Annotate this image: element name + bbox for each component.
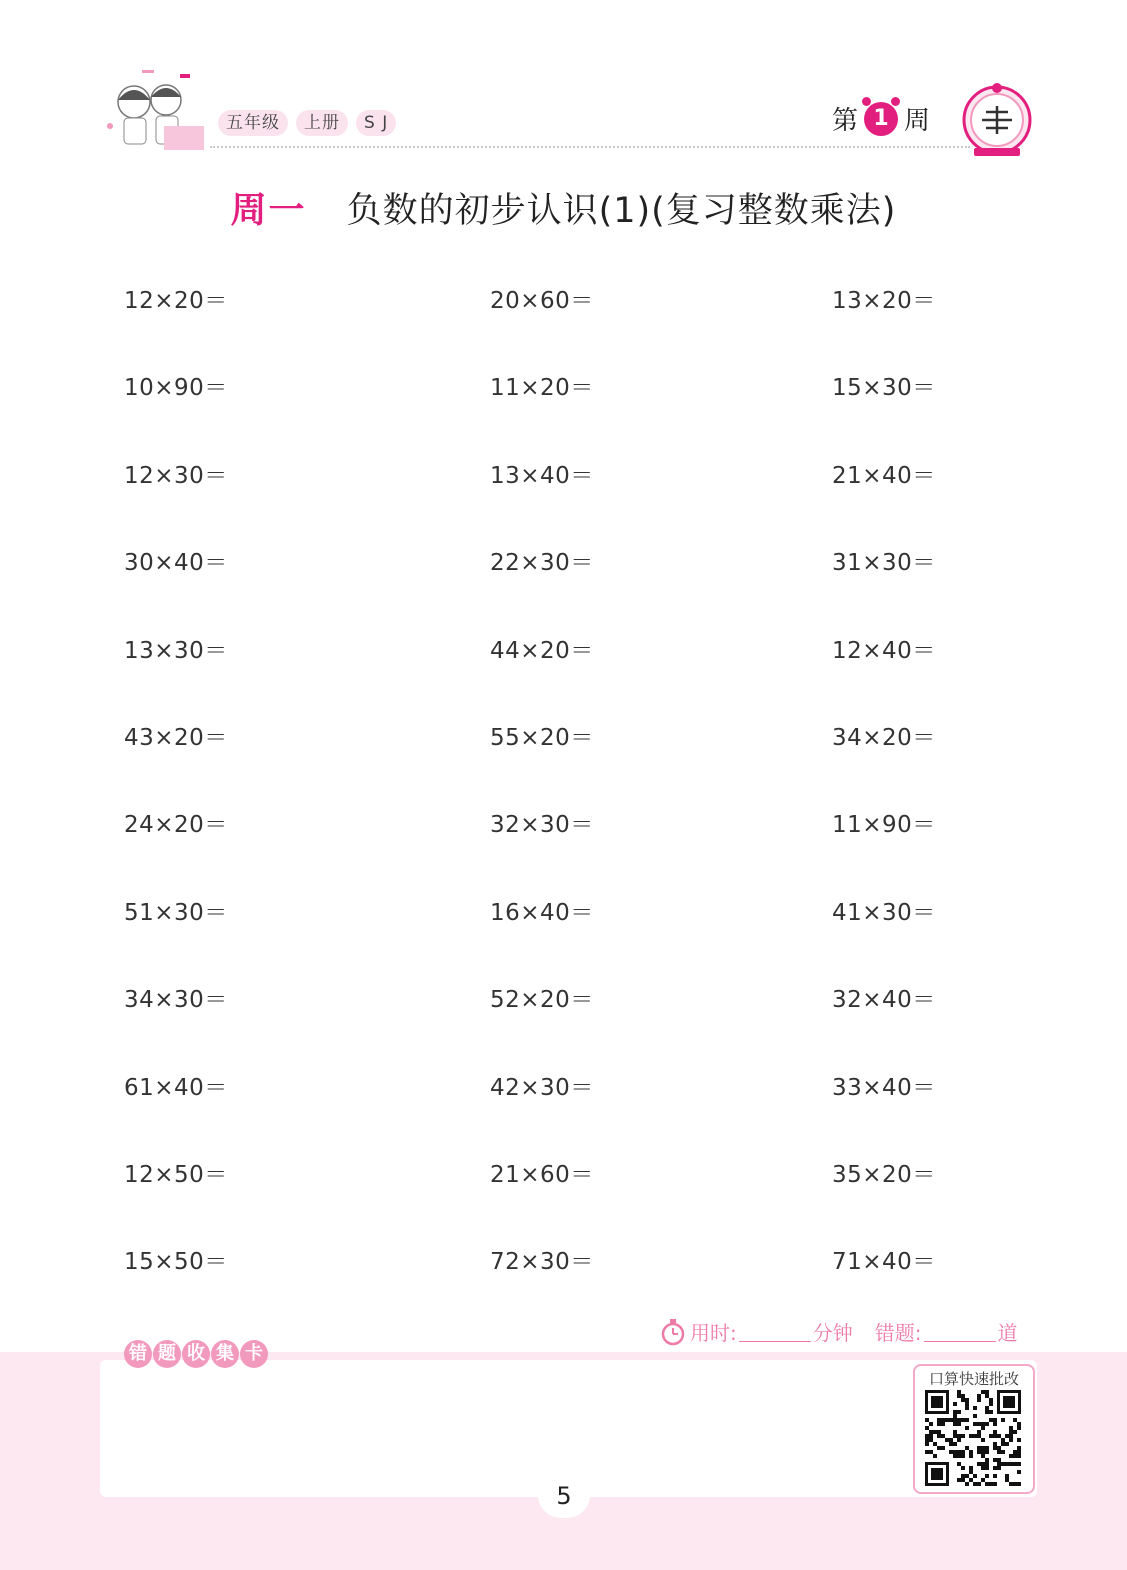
- time-label: 用时:: [690, 1321, 737, 1345]
- card-title: [124, 1340, 268, 1368]
- card-title-char: 集: [211, 1340, 239, 1368]
- errors-blank[interactable]: [924, 1341, 996, 1342]
- problem-item: 43×20＝: [124, 725, 228, 751]
- grade-tags: [218, 110, 396, 136]
- week-number: 1: [873, 106, 889, 131]
- page-title: [0, 182, 1127, 233]
- problem-item: 33×40＝: [832, 1074, 936, 1101]
- problem-item: 41×30＝: [832, 899, 936, 926]
- brand-seal: [960, 80, 1034, 160]
- problem-item: 21×60＝: [490, 1162, 594, 1188]
- card-title-char: 卡: [240, 1340, 268, 1368]
- alarm-clock-icon: [864, 102, 898, 136]
- problem-item: 13×40＝: [490, 462, 594, 489]
- timer-icon: [660, 1318, 686, 1346]
- problem-item: 15×50＝: [124, 1249, 228, 1276]
- week-label: [832, 100, 930, 137]
- problem-item: 22×30＝: [490, 550, 594, 577]
- problem-item: 52×20＝: [490, 987, 594, 1014]
- problem-item: 11×90＝: [832, 812, 936, 839]
- errors-unit: 道: [997, 1321, 1018, 1345]
- problem-item: 20×60＝: [490, 288, 594, 314]
- problem-item: 10×90＝: [124, 375, 228, 402]
- volume-tag: 上册: [296, 110, 348, 136]
- qr-code[interactable]: [925, 1390, 1021, 1486]
- problem-item: 35×20＝: [832, 1162, 936, 1188]
- problem-item: 44×20＝: [490, 637, 594, 664]
- page-number: 5: [538, 1472, 590, 1518]
- problem-item: 51×30＝: [124, 899, 228, 926]
- problem-item: 24×20＝: [124, 812, 228, 839]
- card-title-char: 题: [153, 1340, 181, 1368]
- kids-illustration: [104, 70, 208, 154]
- week-prefix: 第: [832, 106, 859, 136]
- problem-item: 13×20＝: [832, 288, 936, 314]
- problem-item: 61×40＝: [124, 1074, 228, 1101]
- problem-item: 16×40＝: [490, 899, 594, 926]
- problem-item: 30×40＝: [124, 550, 228, 577]
- problem-item: 12×40＝: [832, 637, 936, 664]
- problem-item: 71×40＝: [832, 1249, 936, 1276]
- time-blank[interactable]: [739, 1341, 811, 1342]
- header-divider: [210, 146, 970, 148]
- card-title-char: 收: [182, 1340, 210, 1368]
- edition-tag: S J: [356, 110, 396, 136]
- grade-tag: 五年级: [218, 110, 288, 136]
- week-suffix: 周: [904, 106, 931, 136]
- problem-item: 32×40＝: [832, 987, 936, 1014]
- problem-item: 15×30＝: [832, 375, 936, 402]
- problem-item: 12×20＝: [124, 288, 228, 314]
- problem-item: 72×30＝: [490, 1249, 594, 1276]
- problem-item: 11×20＝: [490, 375, 594, 402]
- problem-item: 31×30＝: [832, 550, 936, 577]
- problem-item: 32×30＝: [490, 812, 594, 839]
- problem-item: 34×30＝: [124, 987, 228, 1014]
- errors-label: 错题:: [874, 1321, 922, 1345]
- problem-item: 34×20＝: [832, 725, 936, 751]
- problem-item: 13×30＝: [124, 637, 228, 664]
- card-title-char: 错: [124, 1340, 152, 1368]
- problem-item: 12×50＝: [124, 1162, 228, 1188]
- title-day: 周一: [230, 190, 307, 231]
- qr-panel[interactable]: [913, 1364, 1035, 1494]
- problem-item: 12×30＝: [124, 462, 228, 489]
- stats-line: [660, 1317, 1018, 1346]
- time-unit: 分钟: [812, 1321, 853, 1345]
- problem-item: 55×20＝: [490, 725, 594, 751]
- problem-item: 42×30＝: [490, 1074, 594, 1101]
- problem-item: 21×40＝: [832, 462, 936, 489]
- title-topic: 负数的初步认识(1)(复习整数乘法): [346, 190, 897, 231]
- qr-label: 口算快速批改: [928, 1370, 1019, 1388]
